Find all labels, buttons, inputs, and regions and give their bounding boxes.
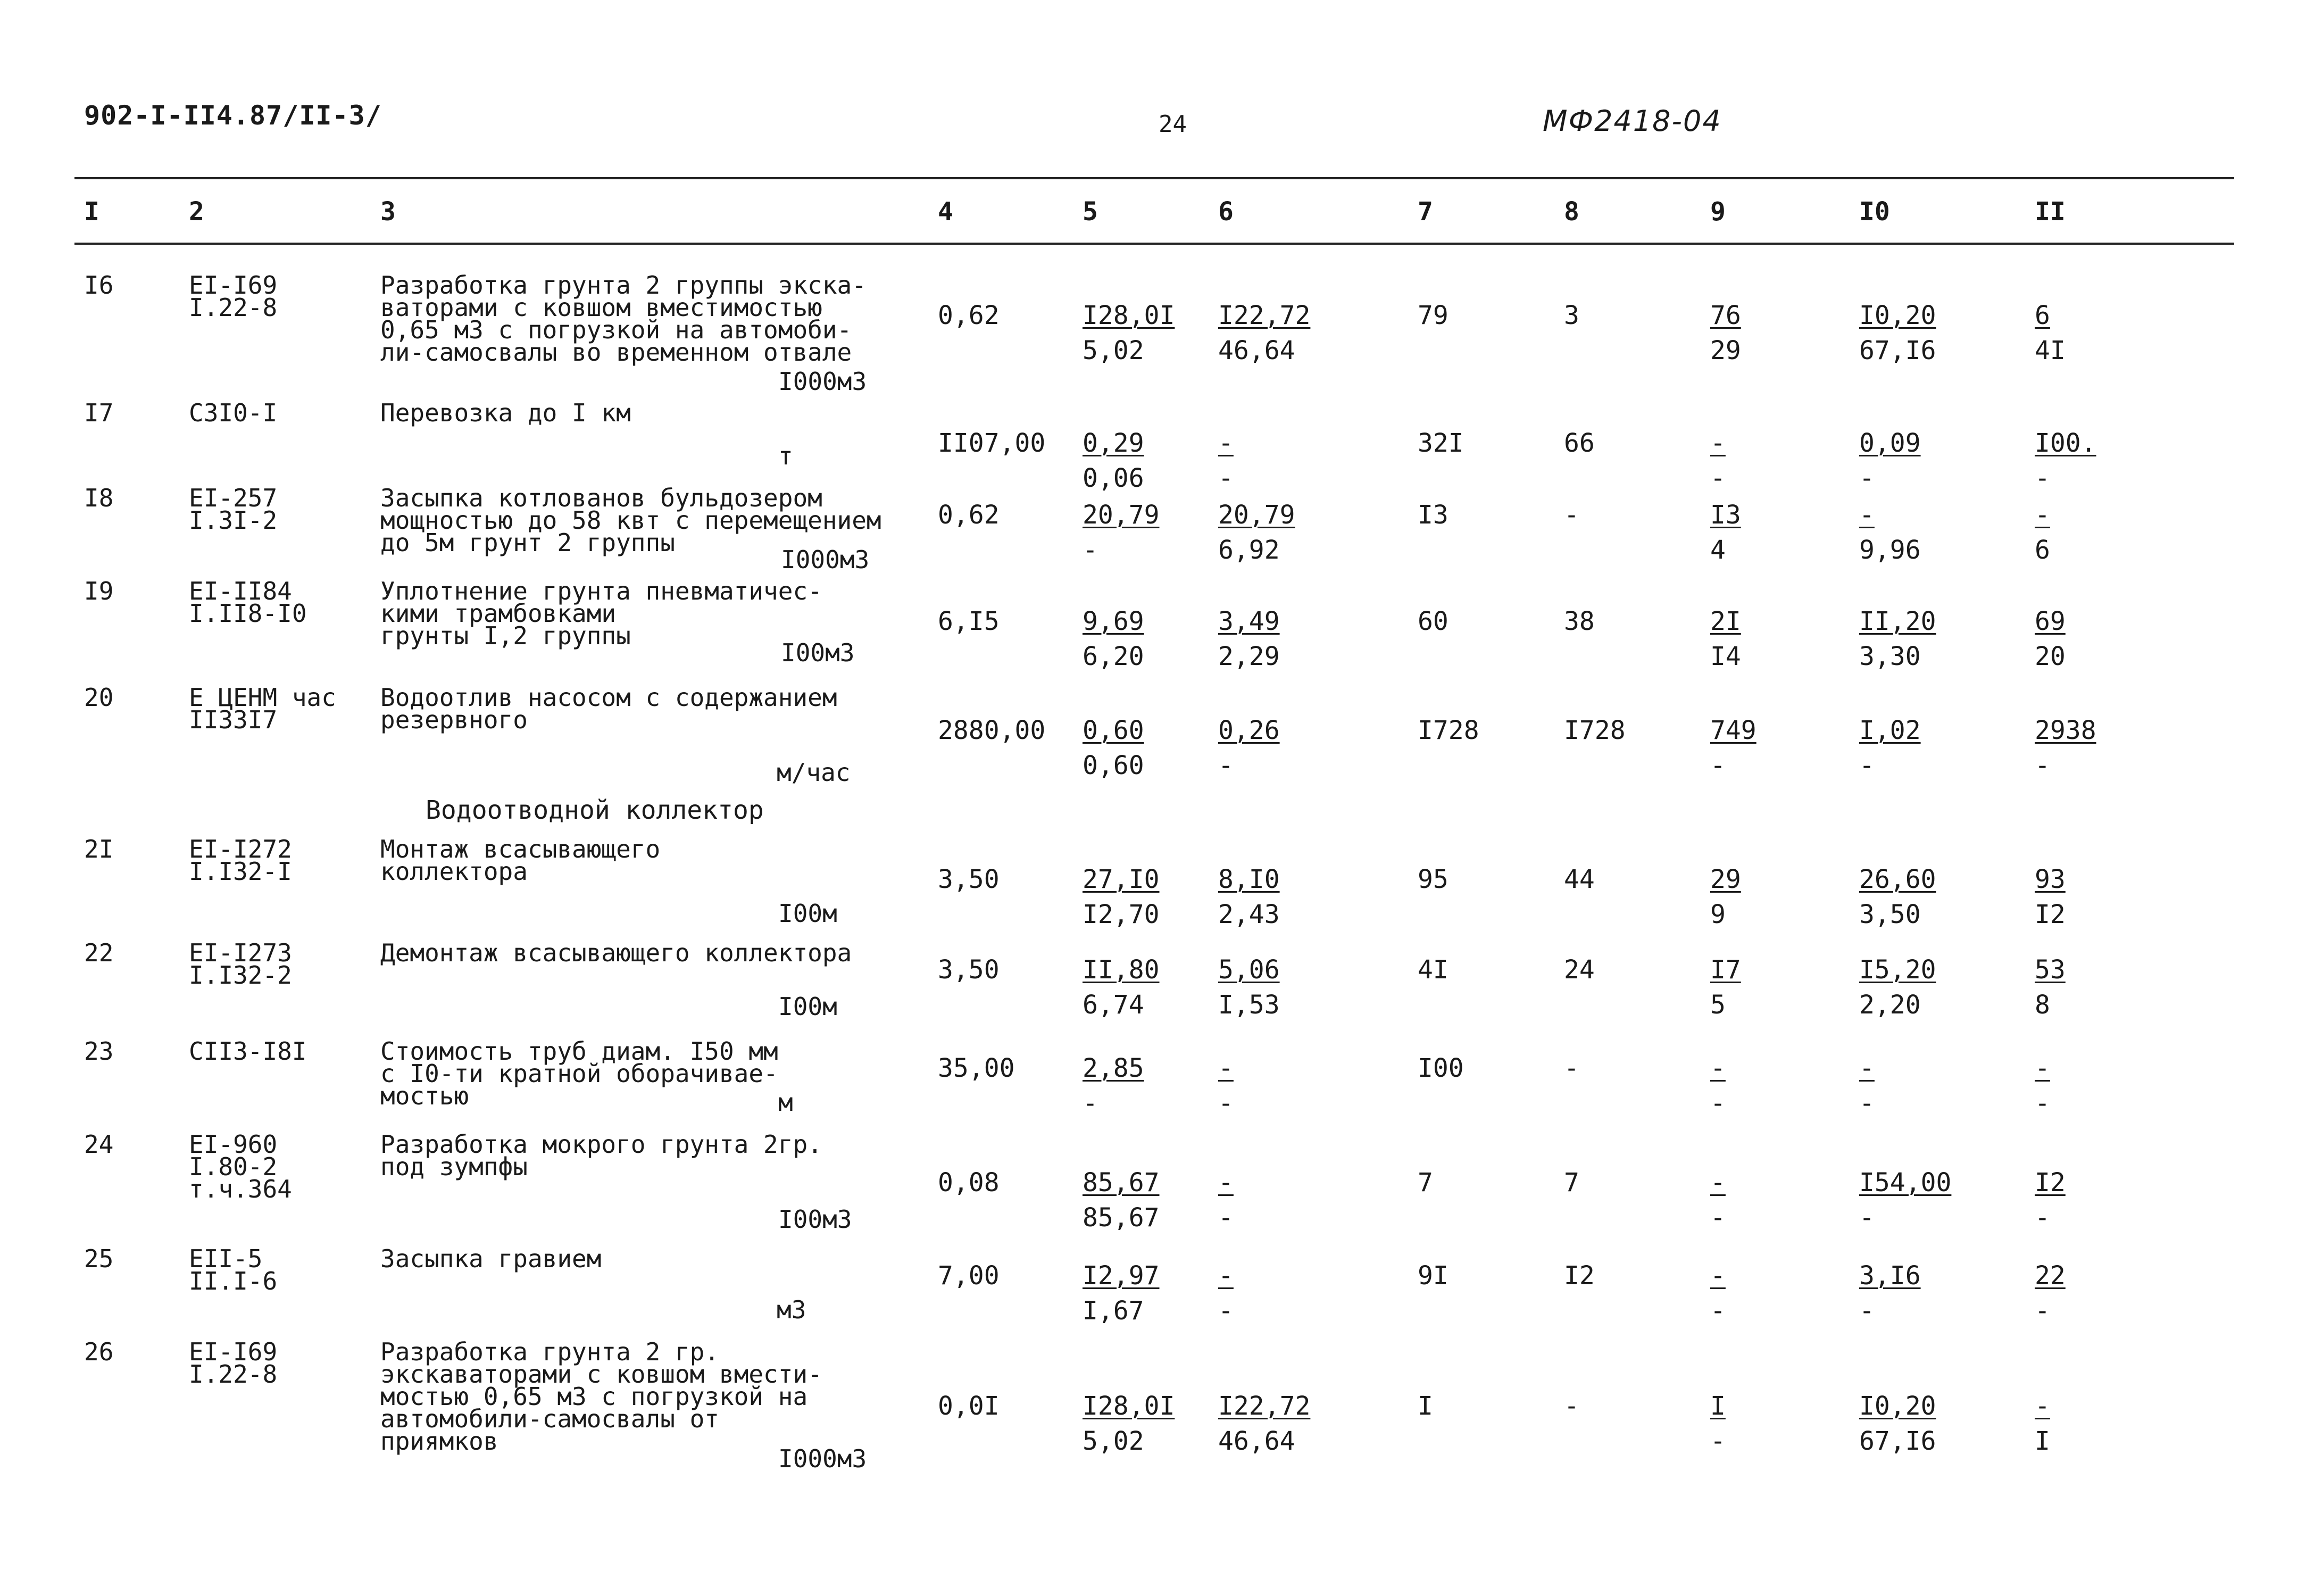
column-number: 7 — [1418, 197, 1433, 227]
labor-total-bottom: - — [2035, 1203, 2050, 1233]
machine-cost — [1710, 952, 1741, 1023]
unit-cost-bottom: - — [1083, 535, 1098, 565]
machine-cost-bottom: - — [1710, 751, 1726, 780]
labor-total — [2035, 1165, 2066, 1235]
unit-cost — [1083, 952, 1160, 1023]
machine-cost-top: 29 — [1710, 864, 1741, 894]
unit-cost — [1083, 497, 1160, 568]
estimate-code: C3I0-I — [189, 398, 278, 427]
work-description: Засыпка котлованов бульдозером мощностью до 58 квт с перемещением до 5м грунт 2 группы — [380, 484, 881, 557]
labor-total-bottom: 20 — [2035, 642, 2066, 671]
work-description: Разработка грунта 2 группы экска- ваторами с ковшом вместимостью 0,65 м3 с погрузкой на автомоби- ли-самосвалы во временном отвале — [380, 271, 867, 367]
labor-total-bottom: 8 — [2035, 990, 2050, 1020]
row-number: 24 — [84, 1130, 114, 1159]
total-wage: 3 — [1564, 301, 1579, 330]
unit-cost — [1083, 862, 1160, 932]
machine-cost-top: - — [1710, 1168, 1726, 1198]
machine-cost-bottom: 5 — [1710, 990, 1726, 1020]
labor-unit-top: II,20 — [1859, 606, 1936, 636]
labor-unit-top: 26,60 — [1859, 864, 1936, 894]
machine-cost-top: I3 — [1710, 500, 1741, 530]
machine-cost-bottom: I4 — [1710, 642, 1741, 671]
estimate-code: EI-I273 I.I32-2 — [189, 938, 292, 990]
row-number: 20 — [84, 683, 114, 712]
labor-unit-bottom: - — [1859, 1203, 1875, 1233]
column-number: 9 — [1710, 197, 1726, 227]
unit-cost — [1083, 1051, 1144, 1121]
machine-cost-top: - — [1710, 1053, 1726, 1083]
unit-cost — [1083, 604, 1144, 674]
labor-total-top: 22 — [2035, 1261, 2066, 1291]
labor-total-bottom: I — [2035, 1426, 2050, 1456]
total-cost: 60 — [1418, 606, 1448, 636]
machine-cost-bottom: - — [1710, 1296, 1726, 1326]
quantity: 7,00 — [938, 1261, 1000, 1291]
machine-cost-bottom: - — [1710, 1426, 1726, 1456]
work-description: Разработка грунта 2 гр. экскаваторами с ковшом вмести- мостью 0,65 м3 с погрузкой на автомобили-самосвалы от приямков — [380, 1337, 822, 1456]
work-description: Демонтаж всасывающего коллектора — [380, 938, 852, 967]
labor-unit-bottom: - — [1859, 463, 1875, 493]
quantity: II07,00 — [938, 428, 1046, 458]
wage-cost-top: - — [1218, 1261, 1234, 1291]
machine-cost — [1710, 426, 1726, 496]
labor-total-bottom: 4I — [2035, 336, 2066, 365]
unit-cost — [1083, 426, 1144, 496]
unit-cost-bottom: 0,60 — [1083, 751, 1144, 780]
column-number: 4 — [938, 197, 953, 227]
estimate-code: EI-I69 I.22-8 — [189, 271, 278, 322]
wage-cost — [1218, 1051, 1234, 1121]
wage-cost-top: 0,26 — [1218, 716, 1280, 745]
labor-total-top: - — [2035, 1053, 2050, 1083]
unit-cost-top: 85,67 — [1083, 1168, 1160, 1198]
unit-cost-top: 20,79 — [1083, 500, 1160, 530]
labor-total — [2035, 426, 2096, 496]
wage-cost — [1218, 713, 1280, 783]
wage-cost-bottom: 2,29 — [1218, 642, 1280, 671]
work-description: Водоотлив насосом с содержанием резервного — [380, 683, 837, 734]
machine-cost — [1710, 1389, 1726, 1459]
row-number: I7 — [84, 398, 114, 427]
unit-cost — [1083, 1165, 1160, 1235]
total-wage: I728 — [1564, 716, 1626, 745]
total-wage: I2 — [1564, 1261, 1595, 1291]
column-number: 2 — [189, 197, 204, 227]
wage-cost-top: - — [1218, 1168, 1234, 1198]
labor-total-top: I00. — [2035, 428, 2096, 458]
labor-unit-top: I5,20 — [1859, 955, 1936, 985]
quantity: 6,I5 — [938, 606, 1000, 636]
total-cost: 79 — [1418, 301, 1448, 330]
total-cost: I3 — [1418, 500, 1448, 530]
work-description: Уплотнение грунта пневматичес- кими трамбовками грунты I,2 группы — [380, 577, 822, 650]
total-wage: 44 — [1564, 864, 1595, 894]
page-number: 24 — [1159, 111, 1187, 138]
machine-cost-bottom: - — [1710, 1203, 1726, 1233]
unit-cost-top: I28,0I — [1083, 1391, 1175, 1421]
labor-total — [2035, 1051, 2050, 1121]
wage-cost — [1218, 1258, 1234, 1328]
labor-unit-top: I54,00 — [1859, 1168, 1952, 1198]
wage-cost-bottom: 46,64 — [1218, 336, 1295, 365]
wage-cost-bottom: 46,64 — [1218, 1426, 1295, 1456]
machine-cost-bottom: 4 — [1710, 535, 1726, 565]
wage-cost — [1218, 298, 1310, 368]
unit-of-measure: м/час — [777, 758, 851, 787]
column-number: 8 — [1564, 197, 1579, 227]
column-number: 5 — [1083, 197, 1098, 227]
wage-cost-bottom: - — [1218, 1088, 1234, 1118]
labor-unit-top: I0,20 — [1859, 301, 1936, 330]
labor-total-top: I2 — [2035, 1168, 2066, 1198]
unit-cost-top: 0,60 — [1083, 716, 1144, 745]
table-top-rule — [74, 177, 2234, 179]
labor-unit-bottom: - — [1859, 1088, 1875, 1118]
labor-total-top: 6 — [2035, 301, 2050, 330]
quantity: 3,50 — [938, 864, 1000, 894]
total-cost: 95 — [1418, 864, 1448, 894]
labor-unit-bottom: 9,96 — [1859, 535, 1921, 565]
wage-cost-top: 3,49 — [1218, 606, 1280, 636]
machine-cost — [1710, 862, 1741, 932]
labor-total-top: 53 — [2035, 955, 2066, 985]
labor-unit-bottom: - — [1859, 1296, 1875, 1326]
row-number: 26 — [84, 1337, 114, 1366]
unit-cost-top: I2,97 — [1083, 1261, 1160, 1291]
labor-total-bottom: - — [2035, 463, 2050, 493]
total-wage: - — [1564, 1053, 1579, 1083]
column-number: 3 — [380, 197, 396, 227]
row-number: I6 — [84, 271, 114, 300]
labor-unit — [1859, 1258, 1921, 1328]
labor-unit-bottom: 3,50 — [1859, 900, 1921, 929]
quantity: 35,00 — [938, 1053, 1015, 1083]
labor-total-bottom: - — [2035, 1296, 2050, 1326]
quantity: 2880,00 — [938, 716, 1046, 745]
unit-of-measure: т — [778, 442, 793, 470]
machine-cost-top: 76 — [1710, 301, 1741, 330]
unit-of-measure: м — [778, 1088, 793, 1117]
unit-cost-bottom: 85,67 — [1083, 1203, 1160, 1233]
labor-unit — [1859, 604, 1936, 674]
row-number: 22 — [84, 938, 114, 967]
total-cost: 32I — [1418, 428, 1464, 458]
unit-cost — [1083, 713, 1144, 783]
labor-total — [2035, 862, 2066, 932]
labor-total — [2035, 1258, 2066, 1328]
estimate-code: CII3-I8I — [189, 1037, 307, 1066]
total-cost: I728 — [1418, 716, 1479, 745]
labor-unit-bottom: 67,I6 — [1859, 1426, 1936, 1456]
total-wage: 24 — [1564, 955, 1595, 985]
unit-cost-bottom: I2,70 — [1083, 900, 1160, 929]
unit-of-measure: I000м3 — [778, 1444, 867, 1473]
labor-total-bottom: - — [2035, 1088, 2050, 1118]
unit-cost-bottom: 5,02 — [1083, 336, 1144, 365]
labor-unit — [1859, 497, 1921, 568]
document-code: 902-I-II4.87/II-3/ — [84, 100, 382, 131]
labor-total-top: 69 — [2035, 606, 2066, 636]
wage-cost-bottom: - — [1218, 1296, 1234, 1326]
wage-cost-bottom: 6,92 — [1218, 535, 1280, 565]
wage-cost — [1218, 426, 1234, 496]
labor-unit-bottom: 67,I6 — [1859, 336, 1936, 365]
work-description: Перевозка до I км — [380, 398, 631, 427]
labor-unit — [1859, 1165, 1951, 1235]
total-cost: I — [1418, 1391, 1433, 1421]
machine-cost-top: - — [1710, 1261, 1726, 1291]
quantity: 0,62 — [938, 500, 1000, 530]
column-number: 6 — [1218, 197, 1234, 227]
wage-cost-top: 20,79 — [1218, 500, 1295, 530]
unit-cost-top: 9,69 — [1083, 606, 1144, 636]
labor-unit-top: 0,09 — [1859, 428, 1921, 458]
unit-cost-bottom: - — [1083, 1088, 1098, 1118]
machine-cost — [1710, 298, 1741, 368]
work-description: Засыпка гравием — [380, 1244, 602, 1273]
labor-unit — [1859, 426, 1921, 496]
labor-unit-top: I0,20 — [1859, 1391, 1936, 1421]
unit-cost-bottom: 6,74 — [1083, 990, 1144, 1020]
estimate-code: EI-960 I.80-2 т.ч.364 — [189, 1130, 292, 1203]
labor-unit — [1859, 1389, 1936, 1459]
row-number: 23 — [84, 1037, 114, 1066]
labor-unit-bottom: - — [1859, 751, 1875, 780]
machine-cost-bottom: 9 — [1710, 900, 1726, 929]
wage-cost-top: 5,06 — [1218, 955, 1280, 985]
labor-total-top: - — [2035, 1391, 2050, 1421]
unit-cost-top: 2,85 — [1083, 1053, 1144, 1083]
machine-cost-top: 2I — [1710, 606, 1741, 636]
unit-of-measure: м3 — [777, 1295, 806, 1324]
wage-cost-bottom: I,53 — [1218, 990, 1280, 1020]
labor-unit-bottom: 2,20 — [1859, 990, 1921, 1020]
labor-total-bottom: I2 — [2035, 900, 2066, 929]
wage-cost-top: I22,72 — [1218, 301, 1311, 330]
labor-unit-bottom: 3,30 — [1859, 642, 1921, 671]
machine-cost — [1710, 1165, 1726, 1235]
estimate-code: EI-I69 I.22-8 — [189, 1337, 278, 1389]
machine-cost-top: 749 — [1710, 716, 1756, 745]
wage-cost-bottom: - — [1218, 751, 1234, 780]
row-number: I9 — [84, 577, 114, 605]
wage-cost-top: - — [1218, 1053, 1234, 1083]
labor-unit-top: - — [1859, 500, 1875, 530]
wage-cost-top: - — [1218, 428, 1234, 458]
labor-total — [2035, 497, 2050, 568]
labor-unit — [1859, 713, 1921, 783]
unit-cost-bottom: 5,02 — [1083, 1426, 1144, 1456]
wage-cost-top: 8,I0 — [1218, 864, 1280, 894]
work-description: Монтаж всасывающего коллектора — [380, 835, 661, 886]
quantity: 0,08 — [938, 1168, 1000, 1198]
labor-unit-top: - — [1859, 1053, 1875, 1083]
machine-cost-bottom: 29 — [1710, 336, 1741, 365]
unit-of-measure: I00м — [778, 992, 837, 1021]
total-wage: - — [1564, 1391, 1579, 1421]
unit-cost — [1083, 1258, 1160, 1328]
unit-of-measure: I00м — [778, 899, 837, 928]
unit-cost-bottom: 0,06 — [1083, 463, 1144, 493]
machine-cost — [1710, 713, 1756, 783]
column-number: I0 — [1859, 197, 1890, 227]
wage-cost — [1218, 862, 1280, 932]
total-wage: 38 — [1564, 606, 1595, 636]
machine-cost — [1710, 1051, 1726, 1121]
wage-cost — [1218, 952, 1280, 1023]
unit-cost — [1083, 298, 1175, 368]
unit-cost-top: I28,0I — [1083, 301, 1175, 330]
wage-cost — [1218, 1165, 1234, 1235]
total-wage: 7 — [1564, 1168, 1579, 1198]
wage-cost-bottom: - — [1218, 463, 1234, 493]
quantity: 3,50 — [938, 955, 1000, 985]
row-number: I8 — [84, 484, 114, 512]
unit-of-measure: I00м3 — [778, 1205, 852, 1234]
row-number: 2I — [84, 835, 114, 863]
unit-cost-bottom: 6,20 — [1083, 642, 1144, 671]
sheet-code: МФ2418-04 — [1543, 104, 1722, 138]
machine-cost — [1710, 604, 1741, 674]
machine-cost-top: I7 — [1710, 955, 1741, 985]
labor-total-bottom: 6 — [2035, 535, 2050, 565]
table-header-rule — [74, 243, 2234, 245]
total-wage: - — [1564, 500, 1579, 530]
quantity: 0,0I — [938, 1391, 1000, 1421]
labor-unit — [1859, 952, 1936, 1023]
column-number: I — [84, 197, 99, 227]
row-number: 25 — [84, 1244, 114, 1273]
labor-unit-top: 3,I6 — [1859, 1261, 1921, 1291]
unit-cost-top: II,80 — [1083, 955, 1160, 985]
column-number: II — [2035, 197, 2066, 227]
labor-unit — [1859, 1051, 1875, 1121]
machine-cost-bottom: - — [1710, 463, 1726, 493]
quantity: 0,62 — [938, 301, 1000, 330]
labor-total — [2035, 604, 2066, 674]
labor-total-bottom: - — [2035, 751, 2050, 780]
labor-total — [2035, 713, 2096, 783]
unit-cost-bottom: I,67 — [1083, 1296, 1144, 1326]
labor-total — [2035, 298, 2066, 368]
labor-unit — [1859, 862, 1936, 932]
section-title: Водоотводной коллектор — [426, 795, 764, 825]
machine-cost — [1710, 497, 1741, 568]
unit-cost-top: 0,29 — [1083, 428, 1144, 458]
wage-cost — [1218, 497, 1295, 568]
estimate-code: EI-257 I.3I-2 — [189, 484, 278, 535]
total-wage: 66 — [1564, 428, 1595, 458]
estimate-code: E ЦЕНМ час II33I7 — [189, 683, 336, 734]
total-cost: 7 — [1418, 1168, 1433, 1198]
labor-unit — [1859, 298, 1936, 368]
unit-cost — [1083, 1389, 1175, 1459]
labor-total — [2035, 952, 2066, 1023]
labor-unit-top: I,02 — [1859, 716, 1921, 745]
wage-cost-top: I22,72 — [1218, 1391, 1311, 1421]
total-cost: 4I — [1418, 955, 1448, 985]
wage-cost-bottom: - — [1218, 1203, 1234, 1233]
labor-total-top: - — [2035, 500, 2050, 530]
unit-cost-top: 27,I0 — [1083, 864, 1160, 894]
unit-of-measure: I000м3 — [778, 367, 867, 396]
machine-cost — [1710, 1258, 1726, 1328]
total-cost: 9I — [1418, 1261, 1448, 1291]
labor-total — [2035, 1389, 2050, 1459]
work-description: Разработка мокрого грунта 2гр. под зумпфы — [380, 1130, 822, 1181]
wage-cost-bottom: 2,43 — [1218, 900, 1280, 929]
work-description: Стоимость труб диам. I50 мм с I0-ти кратной оборачивае- мостью — [380, 1037, 778, 1110]
labor-total-top: 2938 — [2035, 716, 2096, 745]
labor-total-top: 93 — [2035, 864, 2066, 894]
unit-of-measure: I00м3 — [781, 638, 855, 667]
wage-cost — [1218, 1389, 1310, 1459]
estimate-code: EI-I272 I.I32-I — [189, 835, 292, 886]
wage-cost — [1218, 604, 1280, 674]
estimate-code: EI-II84 I.II8-I0 — [189, 577, 307, 628]
machine-cost-top: I — [1710, 1391, 1726, 1421]
estimate-code: EII-5 II.I-6 — [189, 1244, 278, 1295]
machine-cost-top: - — [1710, 428, 1726, 458]
total-cost: I00 — [1418, 1053, 1464, 1083]
machine-cost-bottom: - — [1710, 1088, 1726, 1118]
unit-of-measure: I000м3 — [781, 545, 870, 574]
